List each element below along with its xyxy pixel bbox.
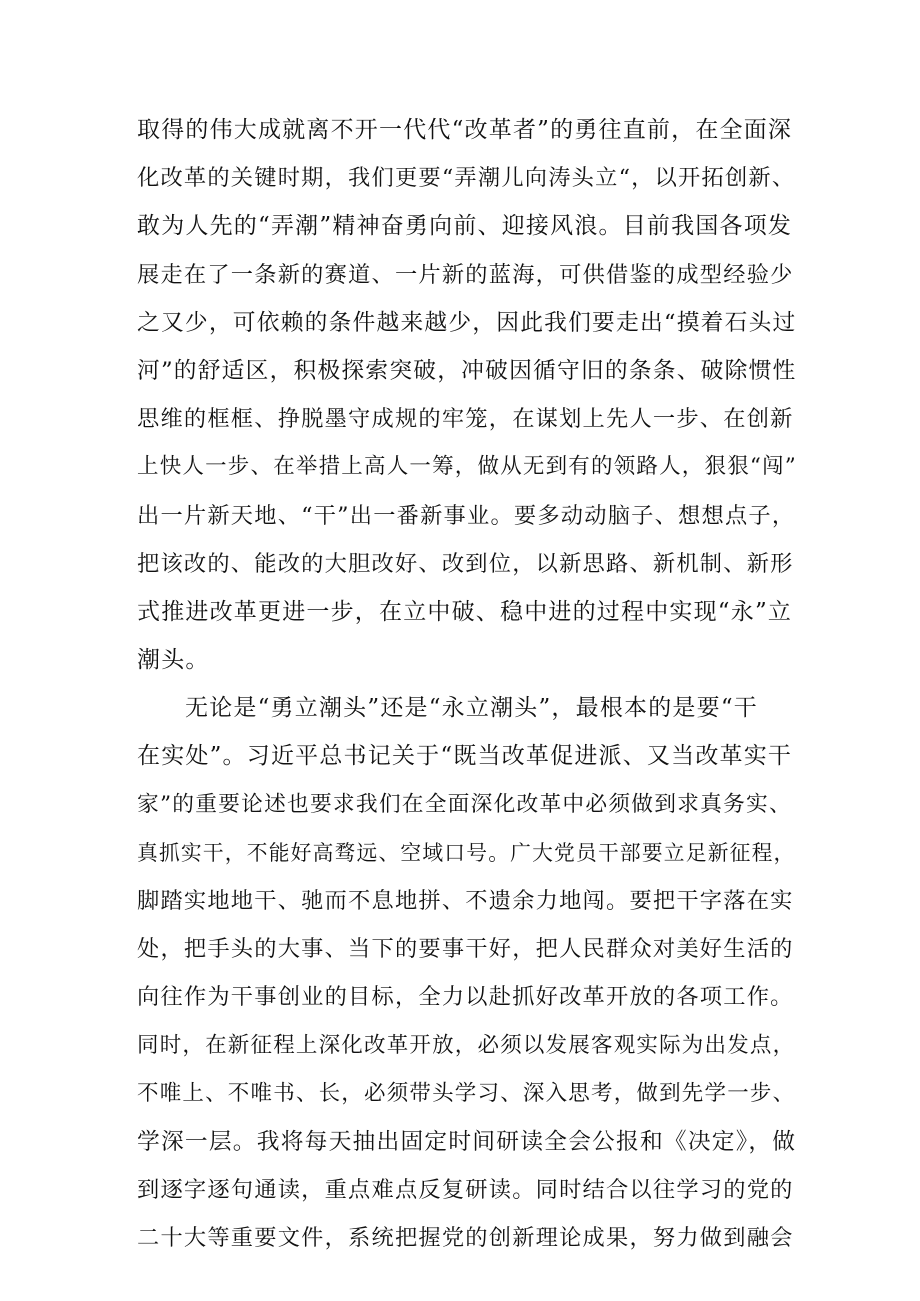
text-line: 在实处”。习近平总书记关于“既当改革促进派、又当改革实干 <box>137 743 793 770</box>
paragraph-2 <box>137 684 920 1262</box>
text-line: 处，把手头的大事、当下的要事干好，把人民群众对美好生活的 <box>137 936 794 963</box>
text-line: 思维的框框、挣脱墨守成规的牢笼，在谋划上先人一步、在创新 <box>137 406 794 433</box>
text-line: 同时，在新征程上深化改革开放，必须以发展客观实际为出发点， <box>137 1032 796 1058</box>
text-line: 之又少，可依赖的条件越来越少，因此我们要走出“摸着石头过 <box>137 309 797 336</box>
text-line: 学深一层。我将每天抽出固定时间研读全会公报和《决定》，做 <box>137 1128 797 1155</box>
text-line: 真抓实干，不能好高骛远、空域口号。广大党员干部要立足新征程， <box>137 840 796 865</box>
text-line: 河”的舒适区，积极探索突破，冲破因循守旧的条条、破除惯性 <box>137 357 797 384</box>
text-line: 取得的伟大成就离不开一代代“改革者”的勇往直前，在全面深 <box>137 117 793 143</box>
text-line: 把该改的、能改的大胆改好、改到位，以新思路、新机制、新形 <box>137 550 794 577</box>
text-line: 脚踏实地地干、驰而不息地拼、不遗余力地闯。要把干字落在实 <box>137 888 794 914</box>
text-line: 潮头。 <box>137 647 210 674</box>
text-line: 不唯上、不唯书、长，必须带头学习、深入思考，做到先学一步、 <box>137 1080 796 1106</box>
text-line: 式推进改革更进一步，在立中破、稳中进的过程中实现“永”立 <box>137 598 793 625</box>
text-line: 到逐字逐句通读，重点难点反复研读。同时结合以往学习的党的 <box>137 1177 794 1204</box>
text-line: 二十大等重要文件，系统把握党的创新理论成果，努力做到融会 <box>137 1225 794 1252</box>
text-line: 敢为人先的“弄潮”精神奋勇向前、迎接风浪。目前我国各项发 <box>137 213 793 240</box>
text-line: 家”的重要论述也要求我们在全面深化改革中必须做到求真务实、 <box>137 791 792 817</box>
text-line: 化改革的关键时期，我们更要“弄潮儿向涛头立“，以开拓创新、 <box>137 165 796 192</box>
text-line: 上快人一步、在举措上高人一筹，做从无到有的领路人，狠狠“闯” <box>137 454 797 480</box>
paragraph-1 <box>137 106 920 684</box>
text-line: 展走在了一条新的赛道、一片新的蓝海，可供借鉴的成型经验少 <box>137 261 794 288</box>
text-line: 无论是“勇立潮头”还是“永立潮头”，最根本的是要“干 <box>185 695 758 722</box>
text-line: 向往作为干事创业的目标，全力以赴抓好改革开放的各项工作。 <box>137 984 794 1011</box>
text-line: 出一片新天地、“干”出一番新事业。要多动动脑子、想想点子， <box>137 502 796 529</box>
